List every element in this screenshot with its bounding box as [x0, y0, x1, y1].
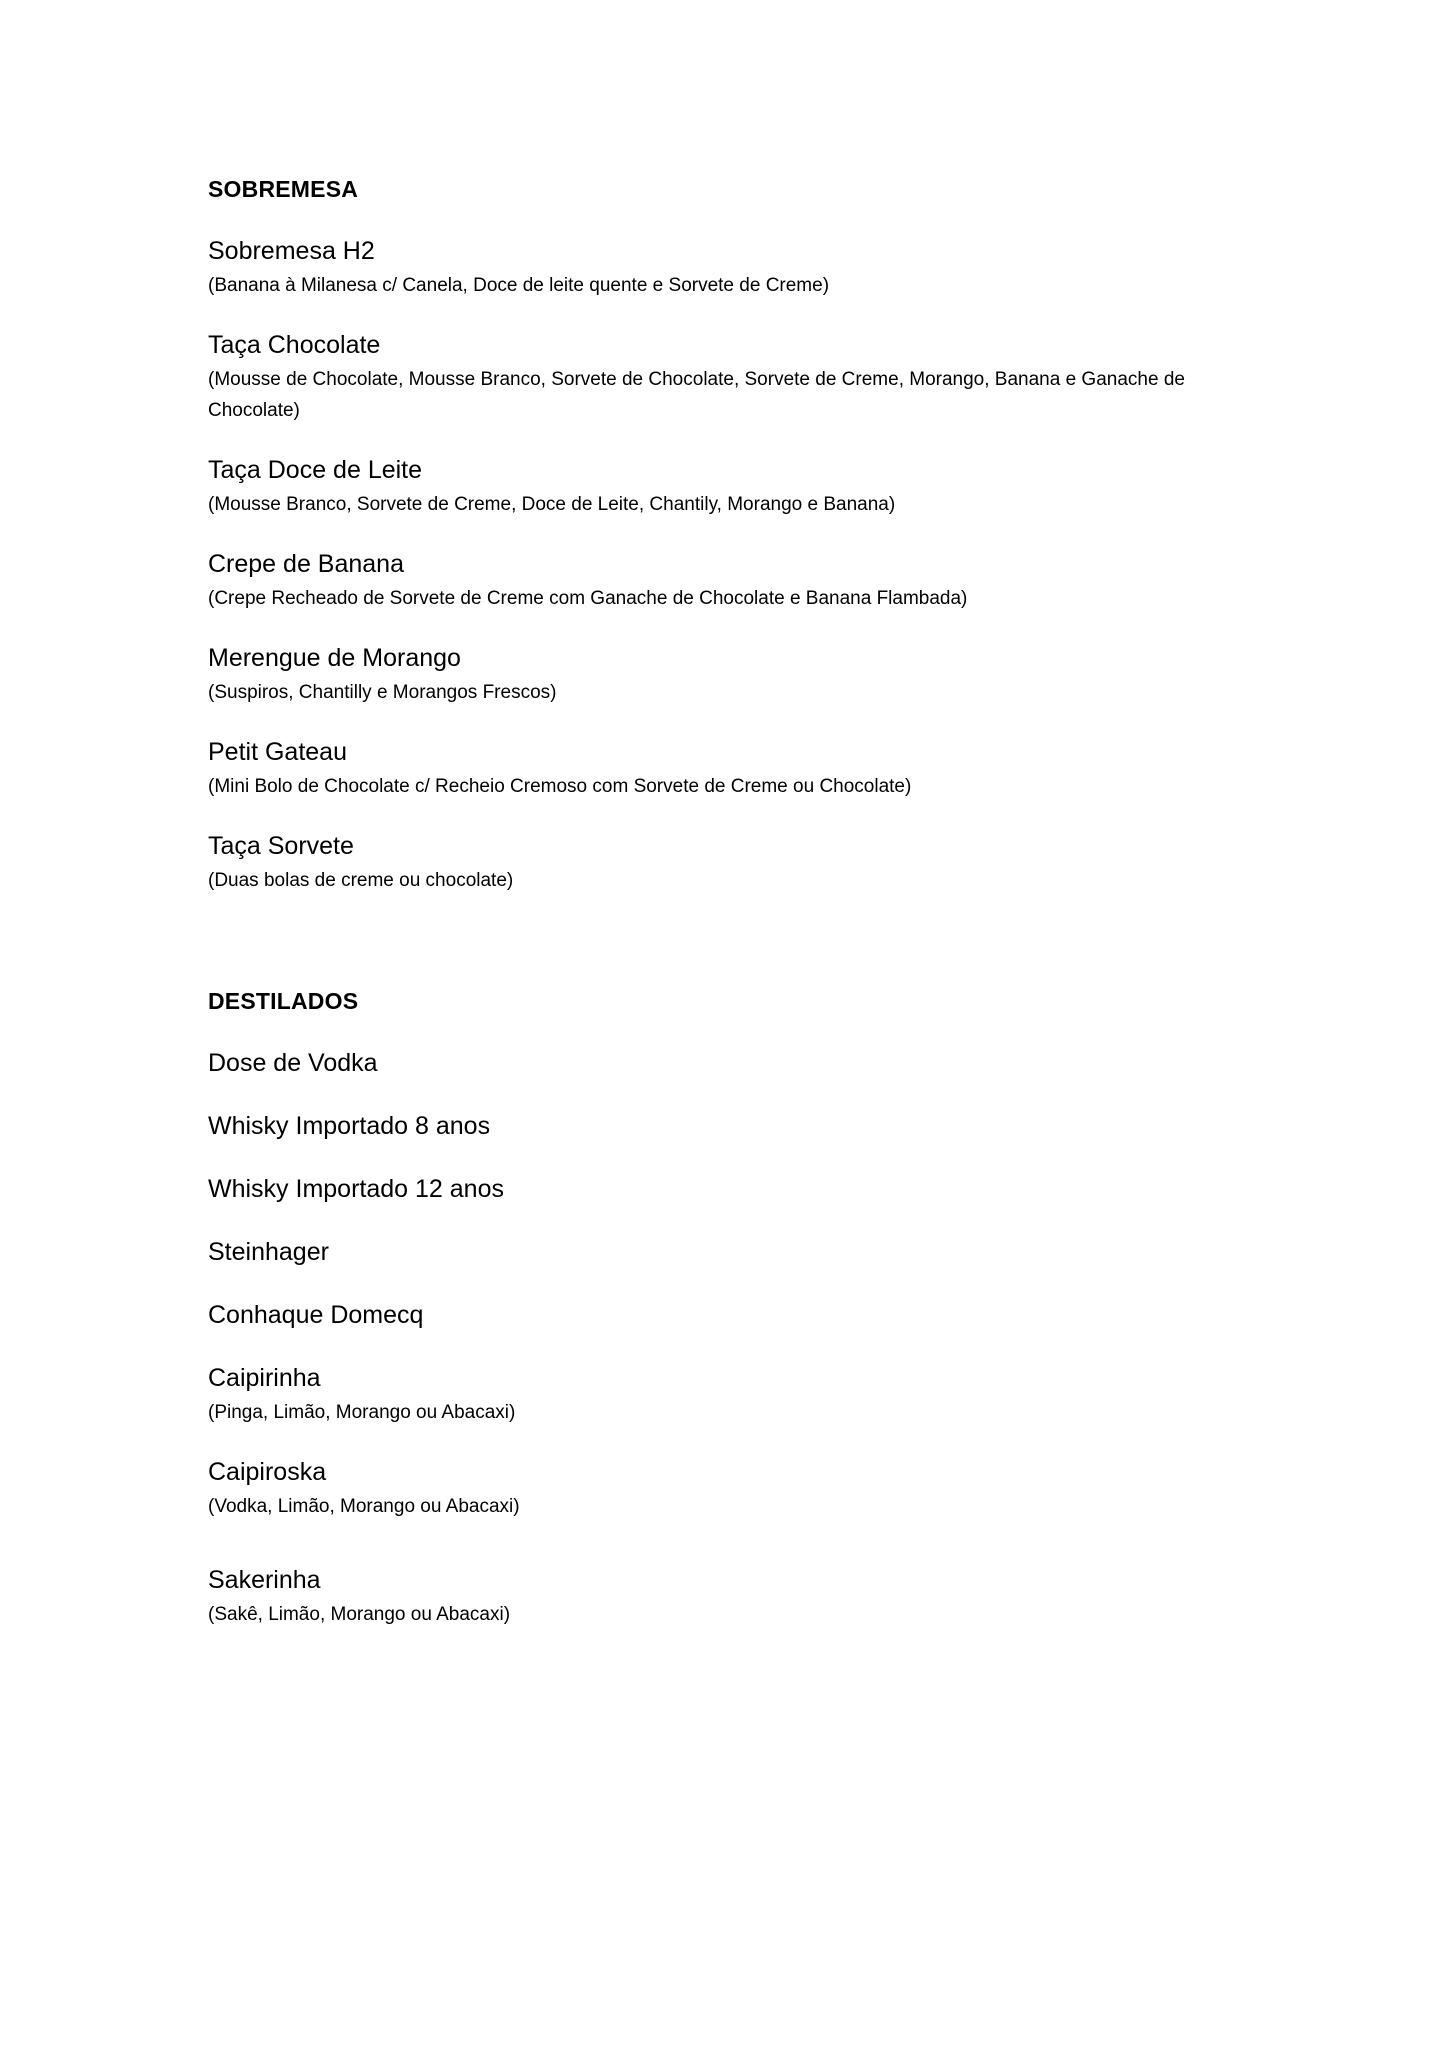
- item-description: (Pinga, Limão, Morango ou Abacaxi): [208, 1402, 516, 1423]
- item-description: (Vodka, Limão, Morango ou Abacaxi): [208, 1496, 520, 1517]
- item-name: Whisky Importado 8 anos: [208, 1112, 491, 1140]
- item-name: Taça Chocolate: [208, 331, 381, 359]
- item-description: (Duas bolas de creme ou chocolate): [208, 870, 514, 891]
- item-name: Caipirinha: [208, 1364, 321, 1392]
- item-description: (Sakê, Limão, Morango ou Abacaxi): [208, 1604, 511, 1625]
- item-name: Sobremesa H2: [208, 237, 375, 265]
- item-name: Taça Sorvete: [208, 832, 354, 860]
- item-description: (Mousse Branco, Sorvete de Creme, Doce de Leite, Chantily, Morango e Banana): [208, 494, 896, 515]
- item-description: (Mini Bolo de Chocolate c/ Recheio Cremoso com Sorvete de Creme ou Chocolate): [208, 776, 912, 797]
- item-name: Taça Doce de Leite: [208, 456, 423, 484]
- item-description: (Crepe Recheado de Sorvete de Creme com Ganache de Chocolate e Banana Flambada): [208, 588, 968, 609]
- item-name: Dose de Vodka: [208, 1049, 378, 1077]
- item-name: Whisky Importado 12 anos: [208, 1175, 504, 1203]
- item-description: (Mousse de Chocolate, Mousse Branco, Sorvete de Chocolate, Sorvete de Creme, Morango, Banana e Ganache de Chocolate): [208, 369, 1185, 421]
- section-title-sobremesa: SOBREMESA: [208, 176, 359, 202]
- item-name: Merengue de Morango: [208, 644, 461, 672]
- item-name: Caipiroska: [208, 1458, 327, 1486]
- section-title-destilados: DESTILADOS: [208, 988, 359, 1014]
- item-description: (Suspiros, Chantilly e Morangos Frescos): [208, 682, 557, 703]
- item-name: Steinhager: [208, 1238, 329, 1266]
- item-description: (Banana à Milanesa c/ Canela, Doce de leite quente e Sorvete de Creme): [208, 275, 830, 296]
- item-name: Conhaque Domecq: [208, 1301, 424, 1329]
- item-name: Crepe de Banana: [208, 550, 404, 578]
- item-name: Petit Gateau: [208, 738, 347, 766]
- item-name: Sakerinha: [208, 1566, 321, 1594]
